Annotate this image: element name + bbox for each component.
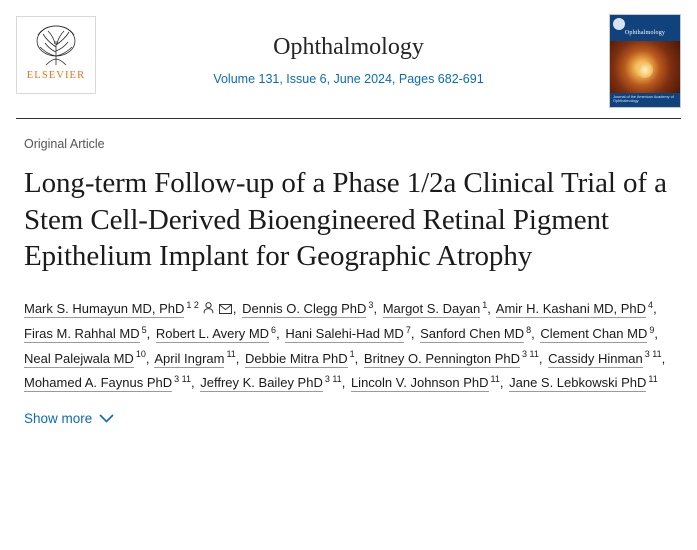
author-affiliation-superscript[interactable]: 5	[141, 324, 147, 335]
author-entry	[200, 375, 347, 390]
elsevier-logo[interactable]	[16, 16, 96, 94]
author-separator: ,	[146, 326, 151, 342]
author-entry	[496, 301, 659, 316]
author-affiliation-superscript[interactable]: 6	[271, 324, 277, 335]
author-affiliation-superscript[interactable]: 1	[349, 349, 355, 360]
author-name[interactable]: Neal Palejwala MD	[24, 350, 134, 366]
author-affiliation-superscript[interactable]: 3 11	[174, 373, 191, 384]
author-name[interactable]: Debbie Mitra PhD	[245, 350, 348, 366]
author-affiliation-superscript[interactable]: 3 11	[644, 349, 662, 360]
academy-seal-icon	[613, 18, 625, 30]
author-affiliation-superscript[interactable]: 11	[226, 349, 236, 360]
author-affiliation-superscript[interactable]: 1	[482, 299, 488, 310]
author-affiliation-superscript[interactable]: 8	[526, 324, 532, 335]
author-name[interactable]: Amir H. Kashani MD, PhD	[495, 300, 647, 316]
author-name[interactable]: Firas M. Rahhal MD	[24, 326, 140, 342]
elsevier-wordmark: ELSEVIER	[26, 70, 86, 81]
elsevier-tree-icon	[28, 21, 84, 69]
author-separator: ,	[341, 375, 346, 391]
author-name[interactable]: Hani Salehi-Had MD	[285, 326, 404, 342]
author-entry	[383, 301, 493, 316]
article-type-label: Original Article	[24, 137, 105, 151]
journal-issue-line[interactable]: Volume 131, Issue 6, June 2024, Pages 682-691	[213, 72, 484, 87]
cover-header	[610, 15, 680, 41]
author-affiliation-superscript[interactable]: 7	[405, 324, 411, 335]
author-name[interactable]: Mark S. Humayun MD, PhD	[24, 300, 185, 316]
journal-cover-thumbnail[interactable]	[609, 14, 681, 108]
author-separator: ,	[661, 350, 666, 366]
author-separator: ,	[410, 326, 415, 342]
author-entry	[509, 375, 658, 390]
author-affiliation-superscript[interactable]: 9	[649, 324, 655, 335]
author-entry	[420, 326, 537, 341]
author-entry	[548, 351, 667, 366]
author-name[interactable]: Sanford Chen MD	[420, 326, 525, 342]
journal-info	[16, 14, 681, 86]
author-separator: ,	[191, 375, 195, 391]
cover-journal-name: Ophthalmology	[624, 30, 666, 36]
cover-retina-image	[610, 41, 680, 93]
author-affiliation-superscript[interactable]: 3	[368, 299, 374, 310]
journal-header	[0, 0, 697, 118]
author-entry	[364, 351, 545, 366]
author-separator: ,	[487, 300, 491, 316]
author-affiliation-superscript[interactable]: 1 2	[186, 299, 199, 310]
author-name[interactable]: Jane S. Lebkowski PhD	[509, 375, 647, 391]
author-affiliation-superscript[interactable]: 4	[648, 299, 654, 310]
author-entry	[540, 326, 660, 341]
author-name[interactable]: Lincoln V. Johnson PhD	[350, 375, 489, 391]
author-name[interactable]: Robert L. Avery MD	[155, 326, 270, 342]
author-name[interactable]: April Ingram	[154, 350, 225, 366]
author-entry	[285, 326, 416, 341]
author-affiliation-superscript[interactable]: 11	[648, 373, 658, 384]
author-separator: ,	[653, 300, 657, 316]
journal-title: Ophthalmology	[273, 34, 424, 60]
envelope-icon[interactable]	[219, 298, 232, 322]
author-name[interactable]: Margot S. Dayan	[382, 300, 481, 316]
author-name[interactable]: Mohamed A. Faynus PhD	[24, 375, 173, 391]
author-entry	[351, 375, 506, 390]
author-entry	[24, 375, 197, 390]
author-entry	[24, 301, 239, 316]
person-icon[interactable]	[203, 298, 214, 322]
author-name[interactable]: Clement Chan MD	[540, 326, 648, 342]
author-affiliation-superscript[interactable]: 3 11	[522, 349, 539, 360]
author-separator: ,	[538, 350, 543, 366]
chevron-down-icon	[99, 411, 114, 426]
author-separator: ,	[373, 300, 378, 316]
page-title: Long-term Follow-up of a Phase 1/2a Clinical Trial of a Stem Cell-Derived Bioengineered Retinal Pigment Epithelium Implant for Geographic Atrophy	[24, 167, 667, 273]
article-content	[0, 119, 697, 428]
show-more-button[interactable]	[24, 411, 114, 426]
author-separator: ,	[145, 350, 150, 366]
author-name[interactable]: Jeffrey K. Bailey PhD	[200, 375, 323, 391]
author-entry	[24, 351, 151, 366]
author-list	[24, 297, 673, 396]
author-separator: ,	[235, 350, 240, 366]
show-more-label: Show more	[24, 411, 93, 427]
author-entry	[24, 326, 152, 341]
author-separator: ,	[531, 326, 535, 342]
author-entry	[154, 351, 241, 366]
author-separator: ,	[276, 326, 280, 342]
author-affiliation-superscript[interactable]: 10	[135, 349, 146, 360]
author-name[interactable]: Cassidy Hinman	[548, 350, 643, 366]
author-entry	[242, 301, 379, 316]
author-affiliation-superscript[interactable]: 11	[490, 373, 500, 384]
author-separator: ,	[232, 300, 237, 316]
author-affiliation-superscript[interactable]: 3 11	[324, 373, 342, 384]
author-name[interactable]: Dennis O. Clegg PhD	[242, 300, 367, 316]
author-entry	[156, 326, 282, 341]
author-separator: ,	[499, 375, 504, 391]
author-separator: ,	[654, 326, 658, 342]
author-separator: ,	[354, 350, 359, 366]
author-name[interactable]: Britney O. Pennington PhD	[363, 350, 521, 366]
author-entry	[245, 351, 360, 366]
cover-footer-text: Journal of the American Academy of Ophthalmology	[610, 93, 680, 108]
